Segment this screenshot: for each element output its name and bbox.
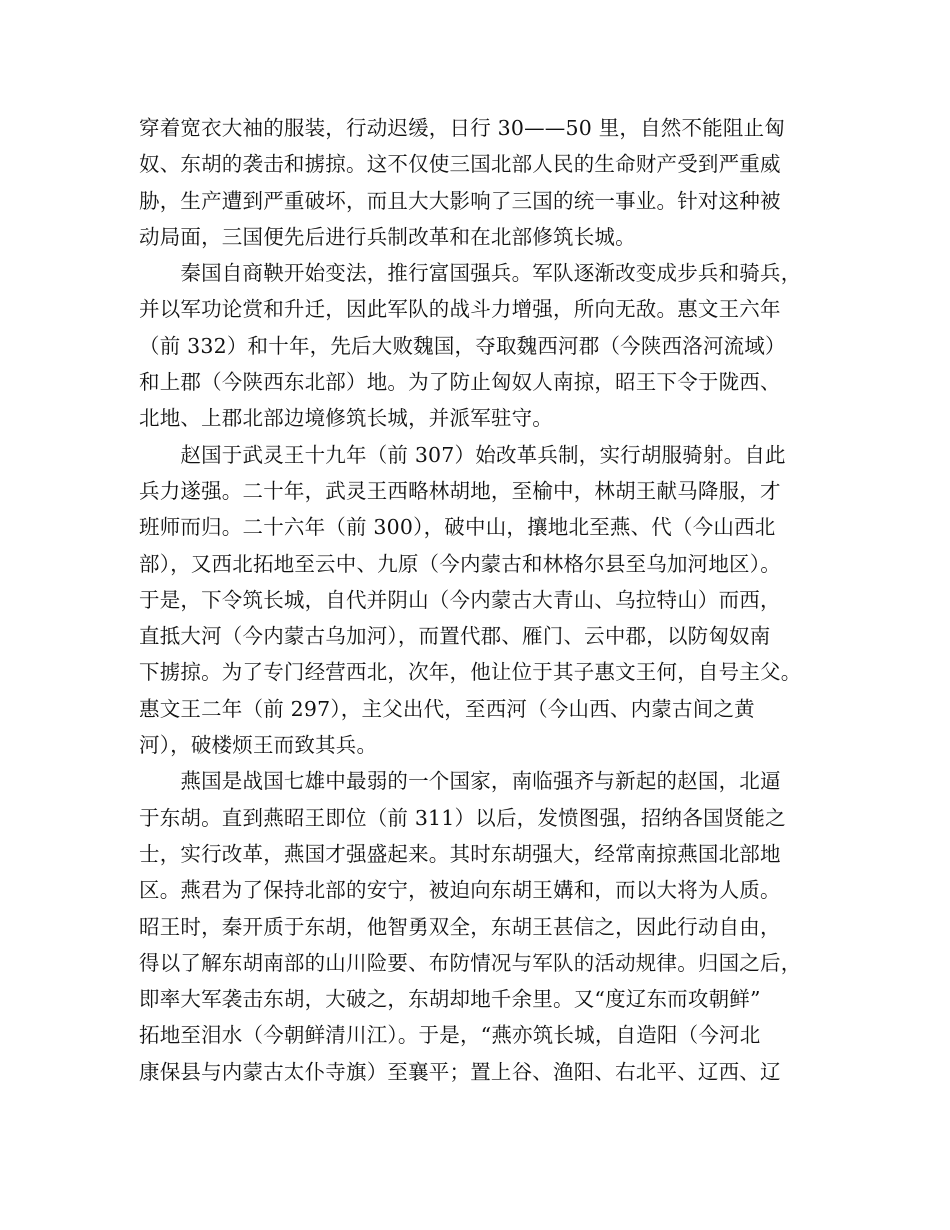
text-line: 胁，生产遭到严重破坏，而且大大影响了三国的统一事业。针对这种被 — [139, 188, 781, 213]
text-line: 拓地至泪水（今朝鲜清川江）。于是，“燕亦筑长城，自造阳（今河北 — [139, 1023, 761, 1048]
text-line: 得以了解东胡南部的山川险要、布防情况与军队的活动规律。归国之后， — [139, 950, 802, 975]
text-line: 奴、东胡的袭击和掳掠。这不仅使三国北部人民的生命财产受到严重威 — [139, 152, 781, 177]
paragraph-start-line: 秦国自商鞅开始变法，推行富国强兵。军队逐渐改变成步兵和骑兵， — [139, 261, 802, 286]
text-line: 于是，下令筑长城，自代并阴山（今内蒙古大青山、乌拉特山）而西， — [139, 587, 781, 612]
text-line: 穿着宽衣大袖的服装，行动迟缓，日行 30——50 里，自然不能阻止匈 — [139, 116, 786, 140]
text-line: 动局面，三国便先后进行兵制改革和在北部修筑长城。 — [139, 224, 636, 249]
text-line: 士，实行改革，燕国才强盛起来。其时东胡强大，经常南掠燕国北部地 — [139, 841, 781, 866]
text-line: 兵力遂强。二十年，武灵王西略林胡地，至榆中，林胡王献马降服，才 — [139, 478, 781, 503]
text-line: （前 332）和十年，先后大败魏国，夺取魏西河郡（今陕西洛河流域） — [139, 333, 786, 358]
text-line: 康保县与内蒙古太仆寺旗）至襄平；置上谷、渔阳、右北平、辽西、辽 — [139, 1059, 781, 1084]
text-line: 并以军功论赏和升迁，因此军队的战斗力增强，所向无敌。惠文王六年 — [139, 297, 781, 322]
text-line: 即率大军袭击东胡，大破之，东胡却地千余里。又“度辽东而攻朝鲜” — [139, 987, 761, 1012]
text-line: 直抵大河（今内蒙古乌加河），而置代郡、雁门、云中郡，以防匈奴南 — [139, 624, 771, 649]
body-text — [139, 110, 829, 1090]
text-line: 惠文王二年（前 297），主父出代，至西河（今山西、内蒙古间之黄 — [139, 696, 755, 721]
paragraph-start-line: 赵国于武灵王十九年（前 307）始改革兵制，实行胡服骑射。自此 — [139, 442, 786, 467]
text-line: 河），破楼烦王而致其兵。 — [139, 733, 378, 758]
text-line: 昭王时，秦开质于东胡，他智勇双全，东胡王甚信之，因此行动自由， — [139, 914, 781, 939]
text-line: 部），又西北拓地至云中、九原（今内蒙古和林格尔县至乌加河地区）。 — [139, 551, 781, 576]
text-line: 区。燕君为了保持北部的安宁，被迫向东胡王媾和，而以大将为人质。 — [139, 878, 781, 903]
text-line: 班师而归。二十六年（前 300），破中山，攘地北至燕、代（今山西北 — [139, 515, 776, 540]
paragraph-start-line: 燕国是战国七雄中最弱的一个国家，南临强齐与新起的赵国，北逼 — [139, 769, 781, 794]
text-line: 北地、上郡北部边境修筑长城，并派军驻守。 — [139, 406, 553, 431]
text-line: 和上郡（今陕西东北部）地。为了防止匈奴人南掠，昭王下令于陇西、 — [139, 370, 781, 395]
text-line: 于东胡。直到燕昭王即位（前 311）以后，发愤图强，招纳各国贤能之 — [139, 805, 786, 830]
text-line: 下掳掠。为了专门经营西北，次年，他让位于其子惠文王何，自号主父。 — [139, 660, 802, 685]
